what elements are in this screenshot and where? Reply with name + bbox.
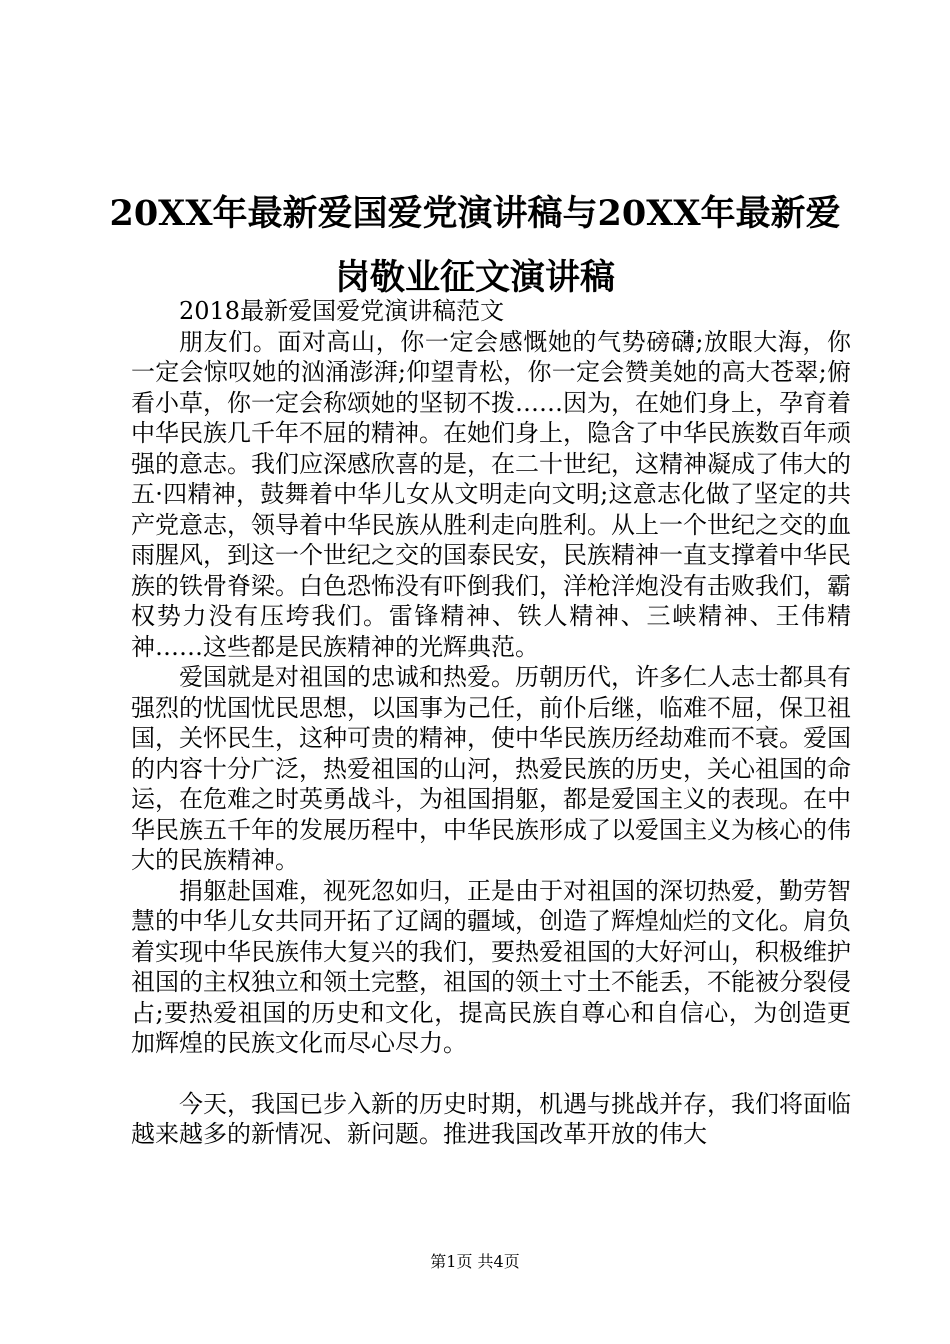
- paragraph-3: 捐躯赴国难，视死忽如归，正是由于对祖国的深切热爱，勤劳智慧的中华儿女共同开拓了辽阔的疆域，创造了辉煌灿烂的文化。肩负着实现中华民族伟大复兴的我们，要热爱祖国的大好河山，积极维护祖国的主权独立和领土完整，祖国的领土寸土不能丢，不能被分裂侵占;要热爱祖国的历史和文化，提高民族自尊心和自信心，为创造更加辉煌的民族文化而尽心尽力。: [131, 876, 851, 1057]
- paragraph-4: 今天，我国已步入新的历史时期，机遇与挑战并存，我们将面临越来越多的新情况、新问题。推进我国改革开放的伟大: [131, 1089, 851, 1148]
- subheading: 2018最新爱国爱党演讲稿范文: [179, 297, 505, 325]
- document-body: [131, 296, 851, 1150]
- page-footer: 第1页 共4页: [430, 1252, 520, 1271]
- title-line-2: 岗敬业征文演讲稿: [334, 257, 615, 298]
- paragraph-1: 朋友们。面对高山，你一定会感慨她的气势磅礴;放眼大海，你一定会惊叹她的汹涌澎湃;仰望青松，你一定会赞美她的高大苍翠;俯看小草，你一定会称颂她的坚韧不拨……因为，在她们身上，孕育着中华民族几千年不屈的精神。在她们身上，隐含了中华民族数百年顽强的意志。我们应深感欣喜的是，在二十世纪，这精神凝成了伟大的五·四精神，鼓舞着中华儿女从文明走向文明;这意志化做了坚定的共产党意志，领导着中华民族从胜利走向胜利。从上一个世纪之交的血雨腥风，到这一个世纪之交的国泰民安，民族精神一直支撑着中华民族的铁骨脊梁。白色恐怖没有吓倒我们，洋枪洋炮没有击败我们，霸权势力没有压垮我们。雷锋精神、铁人精神、三峡精神、王伟精神……这些都是民族精神的光辉典范。: [131, 327, 851, 661]
- document-title: [100, 182, 850, 310]
- title-line-1: 20XX年最新爱国爱党演讲稿与20XX年最新爱: [109, 193, 841, 234]
- paragraph-2: 爱国就是对祖国的忠诚和热爱。历朝历代，许多仁人志士都具有强烈的忧国忧民思想，以国事为己任，前仆后继，临难不屈，保卫祖国，关怀民生，这种可贵的精神，使中华民族历经劫难而不衰。爱国的内容十分广泛，热爱祖国的山河，热爱民族的历史，关心祖国的命运，在危难之时英勇战斗，为祖国捐躯，都是爱国主义的表现。在中华民族五千年的发展历程中，中华民族形成了以爱国主义为核心的伟大的民族精神。: [131, 663, 851, 874]
